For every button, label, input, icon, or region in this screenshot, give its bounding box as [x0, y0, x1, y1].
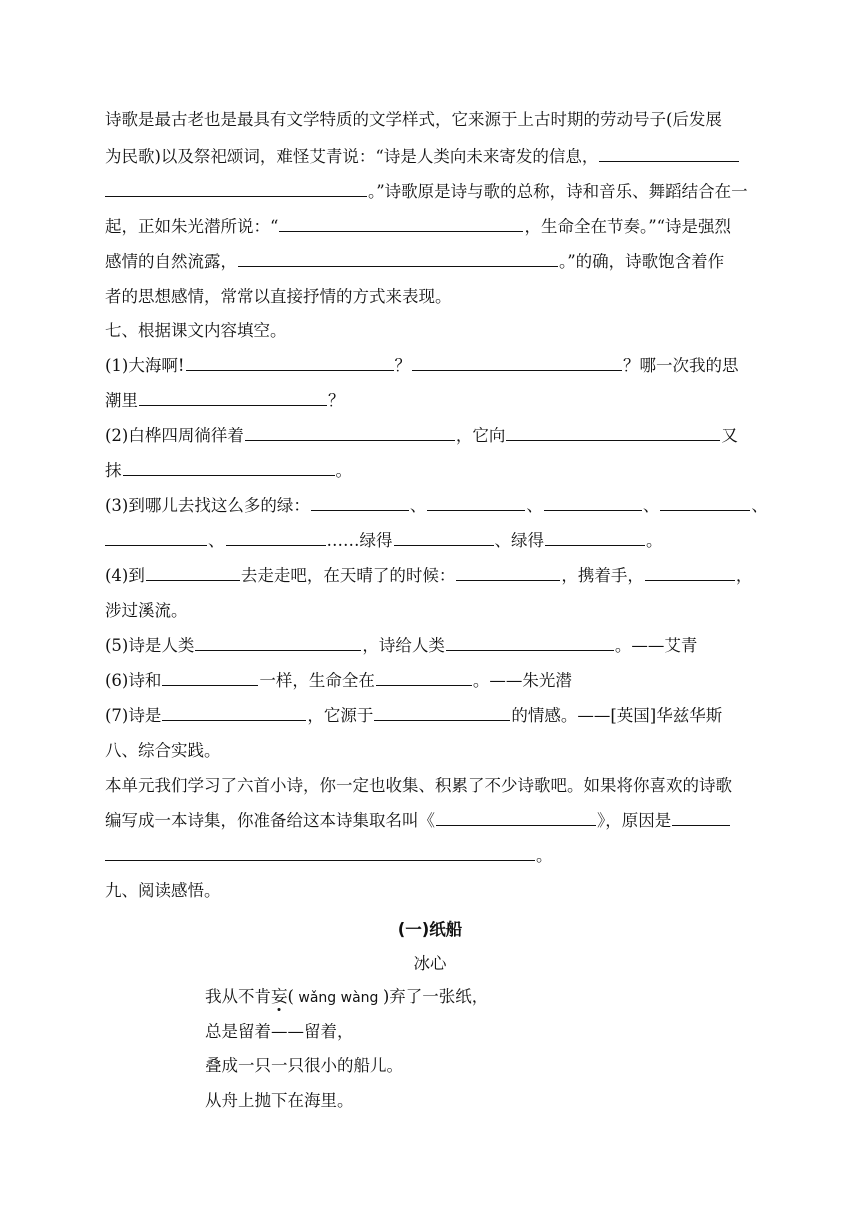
question-text: 。——朱光潜	[472, 671, 572, 690]
pinyin-options: wǎng wàng	[293, 990, 383, 1006]
q3-line-2	[105, 531, 765, 551]
question-text: (7)诗是	[105, 706, 162, 725]
section-text: 》，原因是	[597, 811, 672, 830]
blank-field[interactable]	[376, 671, 472, 686]
intro-text-2: 为民歌)以及祭祀颂词，难怪艾青说：“诗是人类向未来寄发的信息，	[105, 147, 599, 166]
question-text: ？	[394, 356, 412, 375]
question-text: 又	[721, 426, 738, 445]
question-text: (4)到	[105, 566, 145, 585]
question-text: 。	[335, 461, 352, 480]
separator: 、	[526, 496, 543, 515]
section-text: 编写成一本诗集，你准备给这本诗集取名叫《	[105, 811, 435, 830]
intro-line-1	[105, 110, 765, 130]
poem-title: (一)纸船	[397, 920, 463, 939]
question-text: 抹	[105, 461, 122, 480]
intro-line-2	[105, 147, 765, 167]
blank-field[interactable]	[105, 846, 535, 861]
q5-line	[105, 636, 765, 656]
blank-field[interactable]	[195, 636, 361, 651]
section-heading: 七、根据课文内容填空。	[105, 321, 287, 340]
blank-field[interactable]	[672, 811, 730, 826]
blank-field[interactable]	[105, 531, 207, 546]
separator: 、	[409, 496, 427, 515]
blank-field[interactable]	[226, 531, 326, 546]
blank-field[interactable]	[544, 496, 642, 511]
poem-author: 冰心	[413, 954, 447, 973]
section-heading: 九、阅读感悟。	[105, 881, 221, 900]
q4-line-2	[105, 601, 765, 621]
emphasized-char: 妄	[271, 987, 288, 1006]
question-text: 、绿得	[494, 531, 544, 550]
blank-field[interactable]	[599, 147, 739, 162]
intro-text-6: 者的思想感情，常常以直接抒情的方式来表现。	[105, 287, 452, 306]
q7-line	[105, 706, 765, 726]
q2-line-1	[105, 426, 765, 446]
poem-line-2: 总是留着——留着，	[205, 1022, 354, 1041]
poem-line-4: 从舟上抛下在海里。	[205, 1091, 354, 1110]
section-heading: 八、综合实践。	[105, 741, 221, 760]
question-text: ？	[328, 391, 345, 410]
blank-field[interactable]	[427, 496, 525, 511]
section-text: 。	[536, 846, 553, 865]
blank-field[interactable]	[105, 182, 367, 197]
poem-text: )弃了一张纸，	[382, 987, 489, 1006]
intro-text-4a: 起，正如朱光潜所说：“	[105, 217, 279, 236]
question-text: ……绿得	[326, 531, 393, 550]
separator: 、	[751, 496, 768, 515]
blank-field[interactable]	[245, 426, 455, 441]
poem-text: (	[287, 987, 294, 1006]
blank-field[interactable]	[162, 706, 306, 721]
intro-line-3	[105, 182, 765, 202]
poem-line-1	[205, 983, 488, 1007]
question-text: (3)到哪儿去找这么多的绿：	[105, 496, 310, 515]
question-text: (2)白桦四周徜徉着	[105, 426, 244, 445]
blank-field[interactable]	[645, 566, 735, 581]
question-text: 一样，生命全在	[259, 671, 375, 690]
question-text: 的情感。——[英国]华兹华斯	[511, 706, 723, 725]
blank-field[interactable]	[456, 566, 560, 581]
blank-field[interactable]	[162, 671, 258, 686]
blank-field[interactable]	[660, 496, 750, 511]
intro-text-5a: 感情的自然流露，	[105, 252, 237, 271]
section-8-heading	[105, 741, 765, 761]
intro-text-4b: ，生命全在节奏。”“诗是强烈	[524, 217, 732, 236]
q2-line-2	[105, 461, 765, 481]
blank-field[interactable]	[146, 566, 240, 581]
intro-text-3: 。”诗歌原是诗与歌的总称，诗和音乐、舞蹈结合在一	[368, 182, 748, 201]
question-text: ，它源于	[307, 706, 374, 725]
blank-field[interactable]	[186, 356, 394, 371]
intro-line-6	[105, 287, 765, 307]
separator: 、	[642, 496, 660, 515]
blank-field[interactable]	[238, 252, 558, 267]
question-text: ，	[735, 566, 753, 585]
s8-line-1	[105, 776, 765, 796]
section-9-heading	[105, 881, 765, 901]
question-text: (6)诗和	[105, 671, 162, 690]
q1-line-1	[105, 356, 765, 376]
blank-field[interactable]	[412, 356, 622, 371]
question-text: (1)大海啊!	[105, 356, 185, 375]
question-text: 涉过溪流。	[105, 601, 188, 620]
question-text: 。	[646, 531, 663, 550]
s8-line-2	[105, 811, 765, 831]
section-text: 本单元我们学习了六首小诗，你一定也收集、积累了不少诗歌吧。如果将你喜欢的诗歌	[105, 776, 732, 795]
separator: 、	[208, 531, 225, 550]
blank-field[interactable]	[394, 531, 494, 546]
intro-text-5b: 。”的确，诗歌饱含着作	[559, 252, 725, 271]
blank-field[interactable]	[436, 811, 596, 826]
blank-field[interactable]	[123, 461, 335, 476]
q6-line	[105, 671, 765, 691]
s8-line-3	[105, 846, 765, 866]
poem-line-3: 叠成一只一只很小的船儿。	[205, 1056, 403, 1075]
question-text: ，诗给人类	[362, 636, 445, 655]
question-text: 。——艾青	[614, 636, 698, 655]
poem-text: 我从不肯	[205, 987, 271, 1006]
intro-line-4	[105, 217, 765, 237]
blank-field[interactable]	[506, 426, 720, 441]
blank-field[interactable]	[446, 636, 614, 651]
question-text: (5)诗是人类	[105, 636, 195, 655]
question-text: ，它向	[455, 426, 506, 445]
question-text: ？哪一次我的思	[623, 356, 739, 375]
blank-field[interactable]	[311, 496, 409, 511]
q4-line-1	[105, 566, 765, 586]
section-7-heading	[105, 321, 765, 341]
question-text: 去走走吧，在天晴了的时候：	[240, 566, 456, 585]
question-text: 潮里	[105, 391, 138, 410]
blank-field[interactable]	[139, 391, 327, 406]
question-text: ，携着手，	[561, 566, 644, 585]
blank-field[interactable]	[545, 531, 645, 546]
q3-line-1	[105, 496, 768, 516]
blank-field[interactable]	[279, 217, 523, 232]
intro-line-5	[105, 252, 765, 272]
blank-field[interactable]	[374, 706, 510, 721]
q1-line-2	[105, 391, 765, 411]
intro-text-1: 诗歌是最古老也是最具有文学特质的文学样式，它来源于上古时期的劳动号子(后发展	[105, 110, 722, 129]
